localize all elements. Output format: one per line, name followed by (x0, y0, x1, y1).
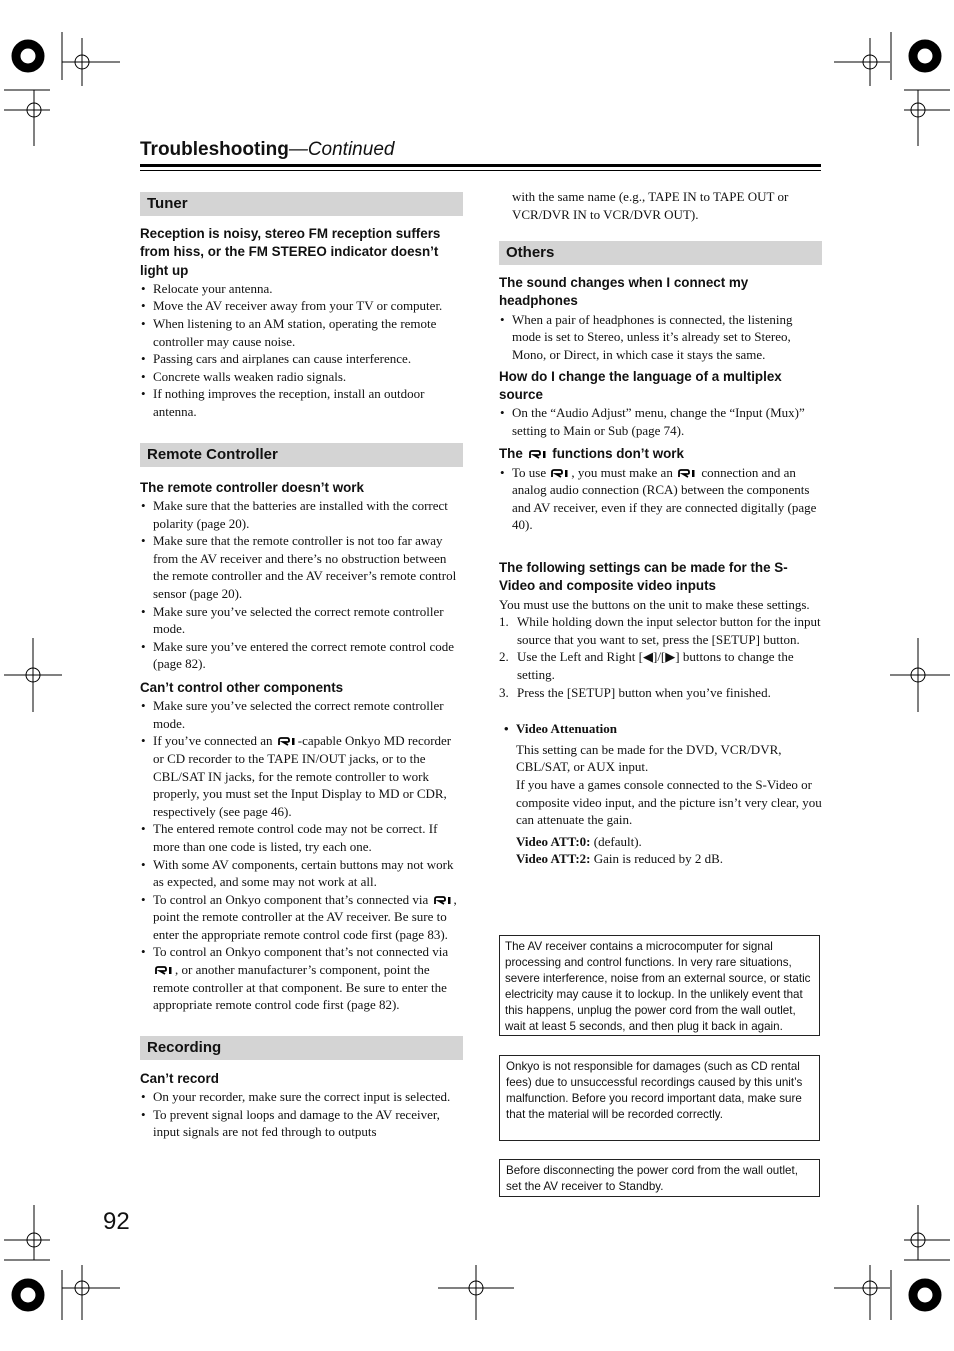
settings-intro: You must use the buttons on the unit to make these settings. (499, 596, 810, 612)
ri-logo-icon (277, 737, 297, 746)
step-number: 3. (499, 684, 509, 700)
list-item: • The entered remote control code may not be correct. If more than one code is listed, try each one. (140, 820, 463, 855)
ri-logo-icon (677, 469, 697, 478)
tuner-question: Reception is noisy, stereo FM reception suffers from hiss, or the FM STEREO indicator doesn’t light up (140, 226, 441, 278)
remote-question-2: Can’t control other components (140, 679, 344, 695)
recording-continuation: with the same name (e.g., TAPE IN to TAPE OUT or VCR/DVR IN to VCR/DVR OUT). (512, 189, 789, 222)
list-item: • On your recorder, make sure the correct input is selected. (140, 1088, 463, 1106)
list-item (499, 464, 822, 534)
others-list-3 (499, 464, 822, 534)
list-item (140, 891, 463, 944)
spacer (499, 701, 822, 720)
step-text: Use the Left and Right [◀]/[▶] buttons to change the setting. (517, 649, 794, 682)
list-item: • Make sure that the batteries are installed with the correct polarity (page 20). (140, 497, 463, 532)
section-recording-heading: Recording (140, 1036, 463, 1060)
va-text-2: If you have a games console connected to the S-Video or composite video input, and the picture isn’t very clear, you can attenuate the gain. (516, 776, 822, 828)
ri-logo-icon (550, 469, 570, 478)
note-box-microcomputer: The AV receiver contains a microcomputer for signal processing and control functions. In very rare situations, severe interference, noise from an external source, or static electricity may cause it to lockup. In the unlikely event that this happens, unplug the power cord from the wall outlet, wait at least 5 seconds, and then plug it back in again. (499, 935, 820, 1036)
tuner-list (140, 280, 463, 421)
video-attenuation-list (503, 720, 822, 738)
va-option-text: (default). (590, 833, 642, 849)
others-question-2: How do I change the language of a multiplex source (499, 368, 782, 402)
note-box-recording: Onkyo is not responsible for damages (such as CD rental fees) due to unsuccessful recordings caused by this unit’s malfunction. Before you record important data, make sure that the material will be recorded correctly. (499, 1055, 820, 1141)
list-item: • Relocate your antenna. (140, 280, 463, 298)
note-box-standby: Before disconnecting the power cord from the wall outlet, set the AV receiver to Standby. (499, 1159, 820, 1197)
ri-logo-icon (154, 966, 174, 975)
list-item: • Make sure you’ve entered the correct remote control code (page 82). (140, 638, 463, 673)
others-question-3 (499, 445, 822, 463)
title-rule (140, 164, 821, 167)
step-number: 1. (499, 614, 509, 630)
spacer (499, 223, 822, 241)
step-item (499, 684, 822, 702)
video-attenuation-title: • Video Attenuation (503, 720, 822, 738)
list-text: -capable Onkyo MD recorder or CD recorder to the TAPE IN/OUT jacks, or to the CBL/SAT IN jacks, for the remote controller to work properly, you must set the Input Display to MD or CDR, respectively (see page 46). (153, 733, 452, 819)
page-number: 92 (103, 1208, 130, 1235)
page-title-suffix: —Continued (288, 139, 395, 160)
list-text: To use (512, 464, 547, 480)
page-title (140, 139, 394, 161)
others-question-4: The following settings can be made for the S-Video and composite video inputs (499, 560, 788, 594)
section-others-heading: Others (499, 241, 822, 265)
list-text: , or another manufacturer’s component, point the remote controller at that component. Be sure to enter the appropriate remote control code first (page 82). (153, 962, 447, 1013)
list-item: • Make sure that the remote controller is not too far away from the AV receiver and there’s no obstruction between the remote controller and the AV receiver’s remote control sensor (page 20). (140, 532, 463, 602)
spacer (140, 421, 463, 443)
list-text: To control an Onkyo component that’s connected via (153, 891, 429, 907)
step-item (499, 613, 822, 648)
va-option-text: Gain is reduced by 2 dB. (590, 851, 724, 867)
step-text: While holding down the input selector button for the input source that you want to set, press the [SETUP] button. (517, 614, 821, 647)
va-text-1: This setting can be made for the DVD, VCR/DVR, CBL/SAT, or AUX input. (516, 741, 782, 775)
others-question-1: The sound changes when I connect my headphones (499, 275, 749, 309)
title-rule-thin (140, 170, 821, 171)
list-item (140, 732, 463, 820)
list-item: • Move the AV receiver away from your TV or computer. (140, 297, 463, 315)
question-text: The (499, 446, 523, 462)
step-item (499, 648, 822, 683)
settings-steps (499, 613, 822, 701)
remote-list-1 (140, 497, 463, 673)
list-item: • When a pair of headphones is connected, the listening mode is set to Stereo, unless it’s already set to Stereo, Mono, or Direct, in which case it stays the same. (499, 311, 822, 364)
list-item: • If nothing improves the reception, install an outdoor antenna. (140, 385, 463, 420)
recording-list (140, 1088, 463, 1141)
va-option-label: Video ATT:0: (516, 833, 591, 849)
right-column (499, 188, 822, 868)
list-item: • Passing cars and airplanes can cause interference. (140, 350, 463, 368)
list-item: • When listening to an AM station, operating the remote controller may cause noise. (140, 315, 463, 350)
recording-question: Can’t record (140, 1070, 219, 1086)
video-attenuation-block (499, 720, 822, 868)
video-attenuation-body (503, 741, 822, 868)
list-text: , you must make an (571, 464, 673, 480)
section-tuner-heading: Tuner (140, 192, 463, 216)
spacer (140, 1014, 463, 1036)
list-text: connection and an analog audio connection (RCA) between the components and AV receiver, even if they are connected digitally (page 40). (512, 464, 817, 533)
others-list-2 (499, 404, 822, 439)
list-text: To control an Onkyo component that’s not connected via (153, 944, 449, 960)
va-option-1 (516, 833, 822, 851)
va-option-label: Video ATT:2: (516, 851, 591, 867)
list-item: • On the “Audio Adjust” menu, change the “Input (Mux)” setting to Main or Sub (page 74). (499, 404, 822, 439)
list-item (140, 943, 463, 1013)
others-list-1 (499, 311, 822, 364)
list-item: • To prevent signal loops and damage to the AV receiver, input signals are not fed through to outputs (140, 1106, 463, 1141)
left-column (140, 192, 463, 1141)
list-item: • Concrete walls weaken radio signals. (140, 368, 463, 386)
list-text: , point the remote controller at the AV receiver. Be sure to enter the appropriate remote control code first (page 83). (153, 891, 457, 942)
step-number: 2. (499, 649, 509, 665)
page-title-main: Troubleshooting (140, 139, 289, 160)
list-item: • Make sure you’ve selected the correct remote controller mode. (140, 697, 463, 732)
ri-logo-icon (433, 896, 453, 905)
ri-logo-icon (528, 450, 548, 459)
list-text: If you’ve connected an (153, 733, 273, 749)
list-item: • Make sure you’ve selected the correct remote controller mode. (140, 603, 463, 638)
remote-question-1: The remote controller doesn’t work (140, 479, 364, 495)
list-item: • With some AV components, certain buttons may not work as expected, and some may not work at all. (140, 856, 463, 891)
section-remote-heading: Remote Controller (140, 443, 463, 467)
question-text: functions don’t work (552, 446, 684, 462)
va-option-2 (516, 850, 822, 868)
spacer (499, 534, 822, 559)
step-text: Press the [SETUP] button when you’ve finished. (517, 684, 771, 700)
remote-list-2 (140, 697, 463, 1014)
